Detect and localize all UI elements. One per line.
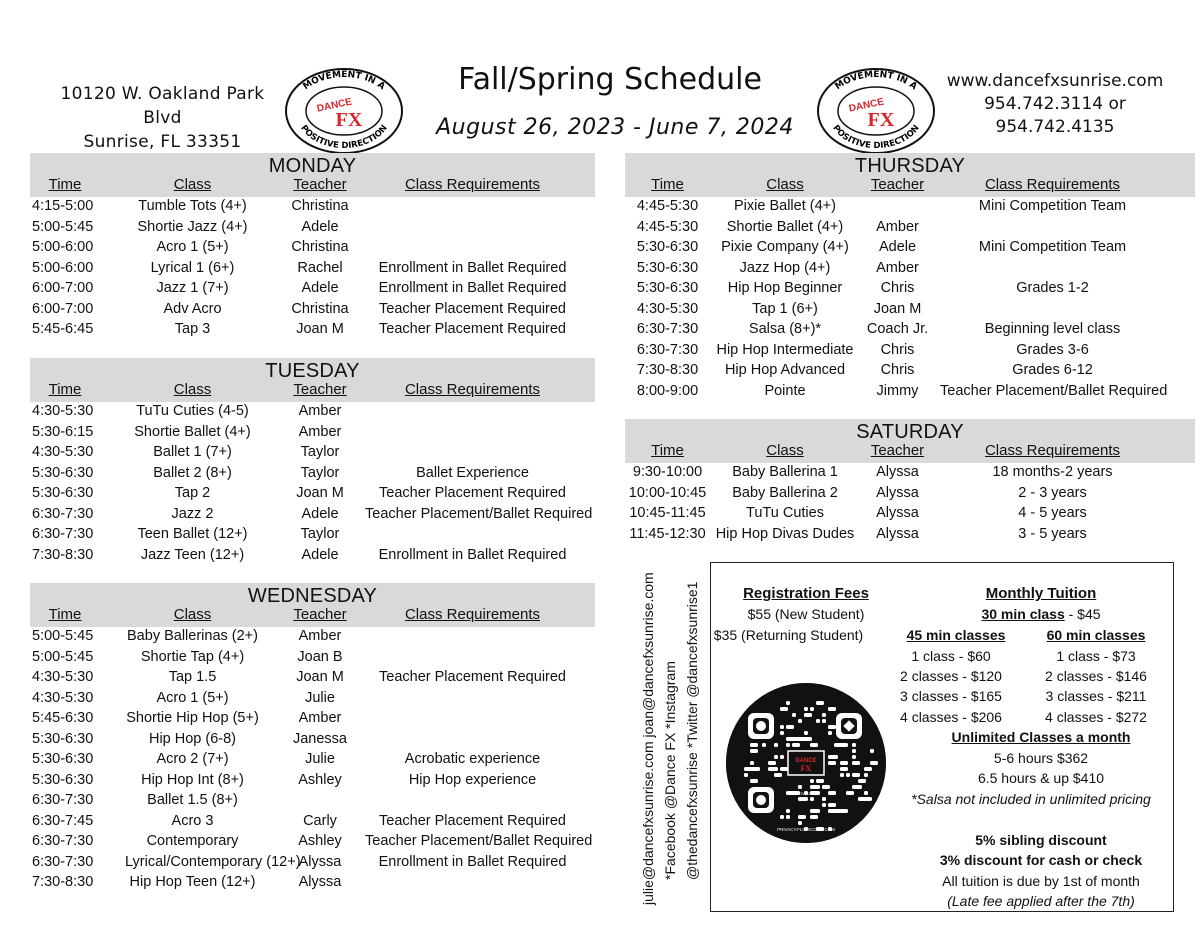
class-row bbox=[30, 709, 595, 730]
class-name: Acro 3 bbox=[171, 812, 214, 829]
class-time: 4:15-5:00 bbox=[32, 198, 94, 214]
fees-box bbox=[710, 562, 1174, 912]
class-time: 5:00-5:45 bbox=[32, 648, 94, 665]
class-time: 6:30-7:30 bbox=[636, 341, 699, 358]
class-row bbox=[625, 504, 1195, 525]
day-name: THURSDAY bbox=[854, 155, 966, 177]
class-name: Pixie Company (4+) bbox=[721, 239, 849, 255]
class-row bbox=[30, 464, 595, 485]
class-row bbox=[625, 218, 1195, 239]
class-teacher: Rachel bbox=[297, 259, 343, 276]
tuition-45-4: 4 classes - $206 bbox=[900, 709, 1002, 725]
class-time: 10:00-10:45 bbox=[628, 484, 707, 501]
tuition-60-2: 2 classes - $146 bbox=[1045, 668, 1147, 684]
class-teacher: Amber bbox=[298, 403, 342, 419]
class-teacher: Joan M bbox=[296, 485, 344, 501]
class-teacher: Janessa bbox=[292, 730, 347, 747]
column-header-time: Time bbox=[651, 176, 684, 193]
class-row bbox=[30, 689, 595, 710]
class-requirement: Enrollment in Ballet Required bbox=[378, 280, 567, 296]
class-row bbox=[30, 832, 595, 853]
class-time: 5:00-5:45 bbox=[32, 218, 94, 235]
class-row bbox=[30, 402, 595, 423]
class-name: Jazz Teen (12+) bbox=[140, 546, 245, 563]
column-header-time: Time bbox=[651, 442, 684, 459]
tuition-45-title: 45 min classes bbox=[906, 627, 1006, 643]
column-header-class: Class bbox=[173, 381, 212, 398]
class-row bbox=[625, 463, 1195, 484]
day-header bbox=[30, 153, 595, 197]
class-row bbox=[30, 812, 595, 833]
registration-new: $55 (New Student) bbox=[747, 606, 865, 622]
class-row bbox=[30, 320, 595, 341]
class-row bbox=[30, 627, 595, 648]
class-row bbox=[625, 259, 1195, 280]
class-time: 5:00-5:45 bbox=[32, 628, 94, 644]
class-name: Jazz Hop (4+) bbox=[739, 259, 831, 276]
logo-bottom-text: POSITIVE DIRECTION bbox=[298, 123, 390, 152]
class-time: 5:30-6:30 bbox=[32, 771, 94, 788]
class-name: Acro 1 (5+) bbox=[156, 689, 229, 706]
class-requirement: Teacher Placement Required bbox=[379, 812, 566, 829]
tuition-60-3: 3 classes - $211 bbox=[1045, 688, 1147, 704]
class-row bbox=[30, 853, 595, 874]
class-time: 6:30-7:30 bbox=[636, 321, 699, 337]
class-teacher: Alyssa bbox=[298, 874, 342, 890]
column-header-time: Time bbox=[48, 381, 82, 398]
class-teacher: Christina bbox=[291, 300, 349, 317]
class-name: Contemporary bbox=[146, 833, 239, 849]
class-row bbox=[625, 320, 1195, 341]
studio-address bbox=[40, 82, 285, 154]
contact-social-1: *Facebook @Dance FX *Instagram bbox=[662, 661, 678, 880]
column-header-req: Class Requirements bbox=[404, 381, 541, 398]
tuition-60-1: 1 class - $73 bbox=[1056, 648, 1136, 664]
class-teacher: Coach Jr. bbox=[866, 321, 929, 337]
class-time: 4:45-5:30 bbox=[636, 198, 699, 214]
class-row bbox=[625, 238, 1195, 259]
registration-returning: $35 (Returning Student) bbox=[713, 627, 864, 643]
class-time: 5:30-6:30 bbox=[636, 239, 699, 255]
dance-fx-logo-left bbox=[283, 66, 405, 156]
class-teacher: Joan M bbox=[296, 321, 344, 337]
class-time: 6:00-7:00 bbox=[32, 300, 94, 317]
class-row bbox=[30, 546, 595, 567]
class-name: TuTu Cuties (4-5) bbox=[136, 403, 249, 419]
class-time: 7:30-8:30 bbox=[32, 546, 94, 563]
class-row bbox=[625, 341, 1195, 362]
class-requirement: 2 - 3 years bbox=[1018, 484, 1087, 501]
class-name: Baby Ballerinas (2+) bbox=[127, 628, 258, 644]
class-teacher: Taylor bbox=[300, 444, 340, 460]
class-row bbox=[30, 525, 595, 546]
class-name: Tap 3 bbox=[174, 321, 211, 337]
class-time: 5:45-6:45 bbox=[32, 321, 94, 337]
class-row bbox=[30, 791, 595, 812]
class-requirement: Enrollment in Ballet Required bbox=[378, 853, 567, 870]
address-line-2: Sunrise, FL 33351 bbox=[83, 132, 242, 152]
sibling-discount: 5% sibling discount bbox=[975, 832, 1107, 848]
class-row bbox=[625, 300, 1195, 321]
class-teacher: Taylor bbox=[300, 526, 340, 542]
class-time: 5:00-6:00 bbox=[32, 239, 94, 255]
class-requirement: Ballet Experience bbox=[416, 464, 529, 481]
day-name: MONDAY bbox=[268, 155, 357, 177]
class-teacher: Joan M bbox=[873, 300, 922, 317]
tuition-30-min bbox=[911, 606, 1171, 622]
class-teacher: Amber bbox=[298, 628, 342, 644]
class-name: Tap 2 bbox=[174, 485, 211, 501]
class-teacher: Adele bbox=[878, 239, 917, 255]
season-dates: August 26, 2023 - June 7, 2024 bbox=[436, 115, 794, 140]
class-time: 4:30-5:30 bbox=[636, 300, 699, 317]
class-name: Ballet 2 (8+) bbox=[153, 464, 232, 481]
day-name: WEDNESDAY bbox=[247, 585, 378, 607]
qr-logo-dance: DANCE bbox=[795, 758, 817, 764]
class-time: 7:30-8:30 bbox=[636, 362, 699, 378]
logo-fx: FX bbox=[867, 109, 895, 131]
tuition-30-price: - $45 bbox=[1064, 606, 1101, 622]
class-teacher: Adele bbox=[301, 218, 339, 235]
address-line-1: 10120 W. Oakland Park Blvd bbox=[60, 84, 265, 128]
class-name: Tap 1.5 bbox=[168, 669, 217, 685]
class-requirement: 3 - 5 years bbox=[1018, 525, 1087, 542]
qr-code[interactable] bbox=[726, 683, 886, 843]
class-name: Shortie Hip Hop (5+) bbox=[126, 710, 259, 726]
class-name: Hip Hop Divas Dudes bbox=[715, 525, 855, 542]
class-name: Acro 1 (5+) bbox=[156, 239, 229, 255]
column-header-class: Class bbox=[766, 176, 804, 193]
tuition-45-2: 2 classes - $120 bbox=[900, 668, 1002, 684]
class-name: Hip Hop Int (8+) bbox=[141, 771, 244, 788]
column-header-teacher: Teacher bbox=[293, 176, 347, 193]
column-header-req: Class Requirements bbox=[404, 176, 541, 193]
class-row bbox=[625, 382, 1195, 403]
class-name: Shortie Ballet (4+) bbox=[726, 218, 844, 235]
class-time: 5:00-6:00 bbox=[32, 259, 94, 276]
class-time: 6:30-7:45 bbox=[32, 812, 94, 829]
class-teacher: Chris bbox=[880, 341, 915, 358]
unlimited-1: 5-6 hours $362 bbox=[993, 750, 1089, 766]
class-row bbox=[30, 484, 595, 505]
qr-caption: PRIVACY.FLOWCODE.COM bbox=[777, 827, 835, 832]
class-teacher: Julie bbox=[305, 751, 335, 767]
class-requirement: Enrollment in Ballet Required bbox=[378, 546, 567, 563]
class-teacher: Joan M bbox=[296, 669, 344, 685]
class-name: Hip Hop Teen (12+) bbox=[129, 874, 256, 890]
day-name: SATURDAY bbox=[856, 421, 964, 443]
tuition-30-label: 30 min class bbox=[981, 606, 1065, 622]
tuesday-schedule bbox=[30, 358, 595, 566]
thursday-schedule bbox=[625, 153, 1195, 402]
class-requirement: Teacher Placement Required bbox=[379, 321, 566, 337]
class-requirement: Grades 1-2 bbox=[1016, 280, 1089, 296]
class-requirement: Beginning level class bbox=[984, 321, 1121, 337]
class-time: 5:30-6:30 bbox=[636, 280, 699, 296]
class-teacher: Alyssa bbox=[876, 525, 919, 542]
class-time: 5:30-6:30 bbox=[32, 751, 94, 767]
column-header-time: Time bbox=[48, 176, 82, 193]
class-time: 7:30-8:30 bbox=[32, 874, 94, 890]
class-row bbox=[30, 873, 595, 894]
class-requirement: Acrobatic experience bbox=[404, 751, 541, 767]
unlimited-title: Unlimited Classes a month bbox=[951, 729, 1131, 745]
class-row bbox=[625, 525, 1195, 546]
column-header-class: Class bbox=[766, 442, 804, 459]
class-name: Ballet 1 (7+) bbox=[153, 444, 232, 460]
class-teacher: Carly bbox=[303, 812, 337, 829]
class-row bbox=[30, 197, 595, 218]
page-title: Fall/Spring Schedule bbox=[458, 62, 762, 97]
class-time: 8:00-9:00 bbox=[636, 382, 699, 399]
class-name: Shortie Jazz (4+) bbox=[137, 218, 248, 235]
class-name: Salsa (8+)* bbox=[748, 321, 822, 337]
class-time: 5:30-6:30 bbox=[32, 464, 94, 481]
class-teacher: Amber bbox=[876, 259, 919, 276]
class-time: 4:30-5:30 bbox=[32, 444, 94, 460]
class-requirement: Teacher Placement/Ballet Required bbox=[940, 382, 1168, 399]
class-requirement: Teacher Placement Required bbox=[379, 669, 566, 685]
contact-emails: julie@dancefxsunrise.com joan@dancefxsunrise.com bbox=[640, 572, 656, 905]
qr-logo-fx: FX bbox=[800, 764, 812, 773]
class-teacher: Christina bbox=[291, 198, 349, 214]
class-row bbox=[30, 423, 595, 444]
class-teacher: Amber bbox=[298, 423, 342, 440]
class-requirement: 4 - 5 years bbox=[1018, 505, 1087, 521]
salsa-note: *Salsa not included in unlimited pricing bbox=[911, 791, 1151, 807]
tuition-60-title: 60 min classes bbox=[1046, 627, 1146, 643]
class-time: 5:30-6:30 bbox=[32, 485, 94, 501]
column-header-teacher: Teacher bbox=[293, 606, 347, 623]
class-row bbox=[30, 279, 595, 300]
class-name: Tap 1 (6+) bbox=[752, 300, 818, 317]
tuition-45-1: 1 class - $60 bbox=[911, 648, 991, 664]
class-teacher: Jimmy bbox=[876, 382, 919, 399]
class-time: 5:30-6:30 bbox=[32, 730, 94, 747]
class-teacher: Taylor bbox=[300, 464, 340, 481]
logo-top-text: MOVEMENT IN A bbox=[833, 69, 919, 93]
class-time: 4:30-5:30 bbox=[32, 689, 94, 706]
class-row bbox=[30, 259, 595, 280]
logo-fx: FX bbox=[335, 109, 363, 131]
logo-bottom-text: POSITIVE DIRECTION bbox=[830, 123, 922, 152]
class-name: Teen Ballet (12+) bbox=[137, 526, 248, 542]
class-teacher: Chris bbox=[880, 280, 915, 296]
class-time: 10:45-11:45 bbox=[629, 505, 706, 521]
column-header-class: Class bbox=[173, 606, 212, 623]
class-teacher: Ashley bbox=[298, 771, 342, 788]
class-name: Tumble Tots (4+) bbox=[138, 198, 247, 214]
registration-fees-title: Registration Fees bbox=[743, 585, 869, 602]
class-row bbox=[30, 648, 595, 669]
class-time: 11:45-12:30 bbox=[629, 525, 706, 542]
dance-fx-logo-right bbox=[815, 66, 937, 156]
class-row bbox=[30, 218, 595, 239]
contact-social-2: @thedancefxsunrise *Twitter @dancefxsunrise1 bbox=[684, 581, 700, 880]
class-name: Shortie Ballet (4+) bbox=[134, 423, 251, 440]
day-name: TUESDAY bbox=[265, 360, 360, 382]
class-time: 6:30-7:30 bbox=[32, 833, 94, 849]
day-header bbox=[30, 358, 595, 402]
cash-discount: 3% discount for cash or check bbox=[939, 852, 1143, 868]
class-row bbox=[30, 300, 595, 321]
column-header-teacher: Teacher bbox=[870, 442, 925, 459]
class-name: TuTu Cuties bbox=[746, 505, 824, 521]
class-time: 6:30-7:30 bbox=[32, 526, 94, 542]
class-name: Hip Hop (6-8) bbox=[148, 730, 237, 747]
class-name: Adv Acro bbox=[163, 300, 222, 317]
class-teacher: Julie bbox=[305, 689, 335, 706]
class-row bbox=[625, 361, 1195, 382]
class-requirement: 18 months-2 years bbox=[992, 464, 1113, 480]
class-name: Pixie Ballet (4+) bbox=[734, 198, 836, 214]
class-requirement: Mini Competition Team bbox=[978, 239, 1127, 255]
class-teacher: Christina bbox=[291, 239, 349, 255]
day-header bbox=[625, 153, 1195, 197]
column-header-time: Time bbox=[48, 606, 82, 623]
saturday-schedule bbox=[625, 419, 1195, 545]
class-name: Hip Hop Advanced bbox=[724, 362, 846, 378]
column-header-req: Class Requirements bbox=[404, 606, 541, 623]
monthly-tuition-title: Monthly Tuition bbox=[985, 585, 1097, 602]
class-name: Jazz 1 (7+) bbox=[156, 280, 229, 296]
class-requirement: Teacher Placement Required bbox=[379, 300, 566, 317]
class-name: Baby Ballerina 2 bbox=[732, 484, 838, 501]
class-row bbox=[625, 197, 1195, 218]
class-teacher: Chris bbox=[880, 362, 915, 378]
class-row bbox=[30, 443, 595, 464]
logo-dance: DANCE bbox=[847, 96, 886, 115]
column-header-class: Class bbox=[173, 176, 212, 193]
class-name: Acro 2 (7+) bbox=[156, 751, 229, 767]
class-requirement: Teacher Placement/Ballet Required bbox=[365, 505, 593, 522]
class-time: 4:30-5:30 bbox=[32, 669, 94, 685]
day-header bbox=[625, 419, 1195, 463]
unlimited-2: 6.5 hours & up $410 bbox=[977, 770, 1105, 786]
class-time: 6:30-7:30 bbox=[32, 505, 94, 522]
class-name: Hip Hop Beginner bbox=[727, 280, 843, 296]
class-row bbox=[30, 750, 595, 771]
class-row bbox=[30, 505, 595, 526]
class-row bbox=[30, 730, 595, 751]
wednesday-schedule bbox=[30, 583, 595, 894]
class-row bbox=[625, 279, 1195, 300]
day-header bbox=[30, 583, 595, 627]
tuition-45-3: 3 classes - $165 bbox=[900, 688, 1002, 704]
class-teacher: Adele bbox=[301, 546, 339, 563]
class-requirement: Teacher Placement Required bbox=[379, 485, 566, 501]
class-time: 6:00-7:00 bbox=[32, 280, 94, 296]
class-time: 5:30-6:30 bbox=[636, 259, 699, 276]
column-header-teacher: Teacher bbox=[870, 176, 925, 193]
tuition-60-4: 4 classes - $272 bbox=[1045, 709, 1147, 725]
class-name: Baby Ballerina 1 bbox=[732, 464, 838, 480]
logo-top-text: MOVEMENT IN A bbox=[301, 69, 387, 93]
class-teacher: Alyssa bbox=[876, 484, 919, 501]
class-name: Jazz 2 bbox=[171, 505, 214, 522]
class-teacher: Ashley bbox=[298, 833, 342, 849]
class-teacher: Alyssa bbox=[876, 505, 919, 521]
class-time: 4:45-5:30 bbox=[636, 218, 699, 235]
class-teacher: Amber bbox=[876, 218, 919, 235]
class-requirement: Grades 3-6 bbox=[1016, 341, 1089, 358]
class-time: 6:30-7:30 bbox=[32, 792, 94, 808]
late-fee: (Late fee applied after the 7th) bbox=[947, 893, 1135, 909]
qr-label: FLOWCODE bbox=[794, 791, 818, 796]
class-requirement: Grades 6-12 bbox=[1012, 362, 1093, 378]
class-time: 6:30-7:30 bbox=[32, 853, 94, 870]
class-requirement: Hip Hop experience bbox=[408, 771, 537, 788]
tuition-due: All tuition is due by 1st of month bbox=[942, 873, 1140, 889]
class-name: Hip Hop Intermediate bbox=[716, 341, 854, 358]
class-requirement: Mini Competition Team bbox=[978, 198, 1127, 214]
class-row bbox=[30, 668, 595, 689]
class-time: 4:30-5:30 bbox=[32, 403, 94, 419]
monday-schedule bbox=[30, 153, 595, 341]
logo-dance: DANCE bbox=[315, 96, 354, 115]
class-requirement: Teacher Placement/Ballet Required bbox=[365, 833, 593, 849]
column-header-teacher: Teacher bbox=[293, 381, 347, 398]
class-row bbox=[625, 484, 1195, 505]
phone-1: 954.742.3114 or bbox=[984, 94, 1126, 114]
class-requirement: Enrollment in Ballet Required bbox=[378, 259, 567, 276]
website-link[interactable]: www.dancefxsunrise.com bbox=[946, 71, 1164, 91]
class-time: 5:30-6:15 bbox=[32, 423, 94, 440]
class-teacher: Adele bbox=[301, 280, 339, 296]
class-row bbox=[30, 771, 595, 792]
class-name: Lyrical 1 (6+) bbox=[150, 259, 235, 276]
class-row bbox=[30, 238, 595, 259]
class-teacher: Amber bbox=[298, 710, 342, 726]
class-teacher: Alyssa bbox=[298, 853, 342, 870]
column-header-req: Class Requirements bbox=[984, 442, 1121, 459]
class-name: Lyrical/Contemporary (12+) bbox=[125, 853, 301, 870]
class-name: Ballet 1.5 (8+) bbox=[147, 792, 238, 808]
class-name: Shortie Tap (4+) bbox=[140, 648, 245, 665]
studio-contact bbox=[930, 70, 1180, 139]
column-header-req: Class Requirements bbox=[984, 176, 1121, 193]
class-teacher: Joan B bbox=[297, 648, 343, 665]
class-teacher: Adele bbox=[301, 505, 339, 522]
phone-2: 954.742.4135 bbox=[995, 117, 1115, 137]
class-teacher: Alyssa bbox=[876, 464, 919, 480]
class-name: Pointe bbox=[764, 382, 806, 399]
class-time: 5:45-6:30 bbox=[32, 710, 94, 726]
class-time: 9:30-10:00 bbox=[632, 464, 703, 480]
